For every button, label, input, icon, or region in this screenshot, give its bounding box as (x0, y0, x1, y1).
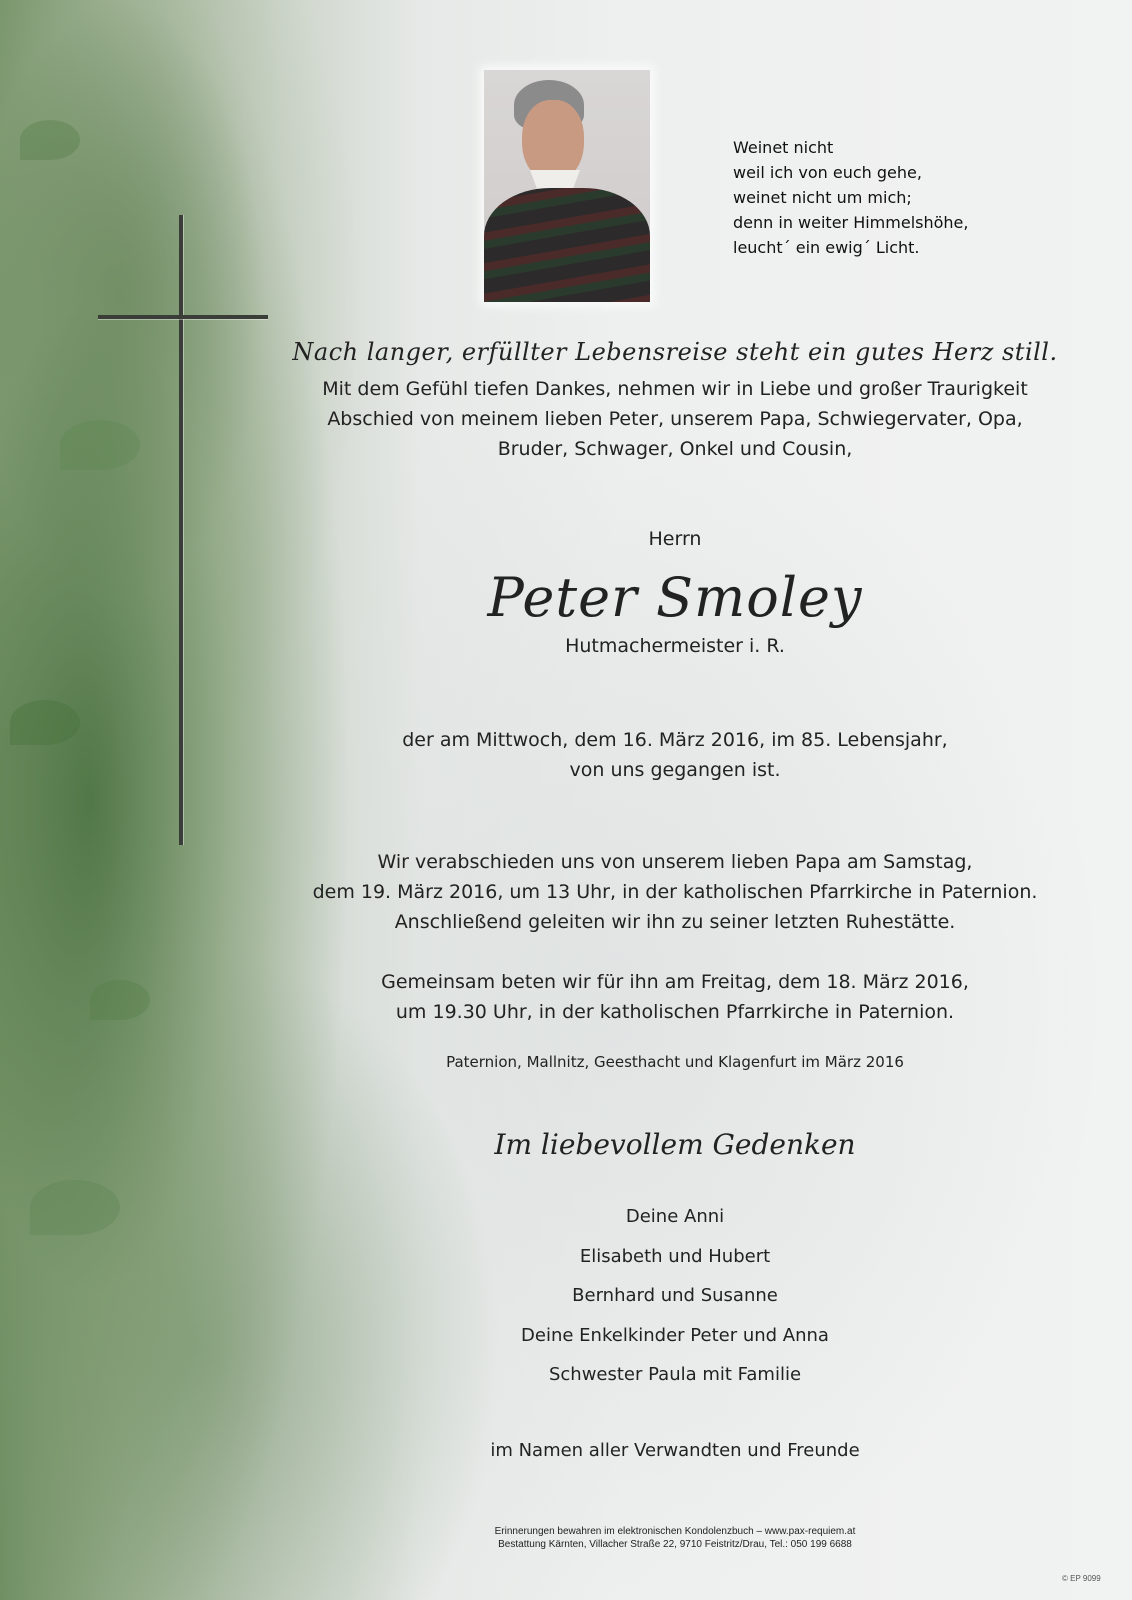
closing-line: im Namen aller Verwandten und Freunde (490, 1440, 860, 1461)
verse (733, 135, 968, 260)
verse-line: weinet nicht um mich; (733, 188, 912, 207)
farewell-line: Wir verabschieden uns von unserem lieben Papa am Samstag, (377, 851, 973, 873)
deceased-title: Hutmachermeister i. R. (565, 635, 785, 657)
portrait-photo (484, 70, 650, 302)
family-member: Deine Anni (625, 1206, 725, 1227)
verse-line: weil ich von euch gehe, (733, 163, 922, 182)
footer-line: Erinnerungen bewahren im elektronischen Kondolenzbuch – www.pax-requiem.at (494, 1526, 856, 1537)
verse-line: leucht´ ein ewig´ Licht. (733, 238, 920, 257)
leaf-decoration (10, 700, 80, 745)
family-member: Elisabeth und Hubert (579, 1245, 771, 1267)
leaf-decoration (90, 980, 150, 1020)
footer (290, 1525, 1060, 1551)
cross-vertical-beam (179, 215, 183, 845)
leaf-decoration (30, 1180, 120, 1235)
leaf-decoration (60, 420, 140, 470)
family-member: Schwester Paula mit Familie (548, 1364, 802, 1385)
death-notice (290, 725, 1060, 785)
family-list (290, 1203, 1060, 1401)
prayer-line: um 19.30 Uhr, in der katholischen Pfarrkirche in Paternion. (395, 1001, 955, 1023)
lead-line: Nach langer, erfüllter Lebensreise steht ein gutes Herz still. (292, 338, 1058, 366)
prayer-line: Gemeinsam beten wir für ihn am Freitag, dem 18. März 2016, (381, 971, 969, 993)
memory-heading: Im liebevollem Gedenken (494, 1128, 856, 1161)
document-code: © EP 9099 (1062, 1574, 1101, 1583)
honorific: Herrn (648, 528, 702, 550)
intro-line: Abschied von meinem lieben Peter, unserem Papa, Schwiegervater, Opa, (327, 408, 1023, 430)
footer-line: Bestattung Kärnten, Villacher Straße 22, 9710 Feistritz/Drau, Tel.: 050 199 6688 (498, 1539, 852, 1550)
farewell-line: Anschließend geleiten wir ihn zu seiner letzten Ruhestätte. (394, 911, 956, 933)
death-line: von uns gegangen ist. (569, 759, 781, 781)
intro-text (290, 374, 1060, 464)
death-line: der am Mittwoch, dem 16. März 2016, im 85. Lebensjahr, (402, 729, 948, 751)
family-member: Bernhard und Susanne (572, 1285, 778, 1306)
verse-line: Weinet nicht (733, 138, 834, 157)
verse-line: denn in weiter Himmelshöhe, (733, 213, 969, 232)
intro-line: Bruder, Schwager, Onkel und Cousin, (497, 438, 853, 460)
places-date: Paternion, Mallnitz, Geesthacht und Klagenfurt im März 2016 (446, 1053, 904, 1071)
cross-horizontal-beam (98, 315, 268, 319)
family-member: Deine Enkelkinder Peter und Anna (521, 1324, 829, 1346)
leaf-decoration (20, 120, 80, 160)
deceased-name: Peter Smoley (487, 566, 863, 629)
farewell-info (290, 847, 1060, 937)
farewell-line: dem 19. März 2016, um 13 Uhr, in der katholischen Pfarrkirche in Paternion. (312, 881, 1038, 903)
intro-line: Mit dem Gefühl tiefen Dankes, nehmen wir in Liebe und großer Traurigkeit (322, 378, 1028, 400)
prayer-info (290, 967, 1060, 1027)
